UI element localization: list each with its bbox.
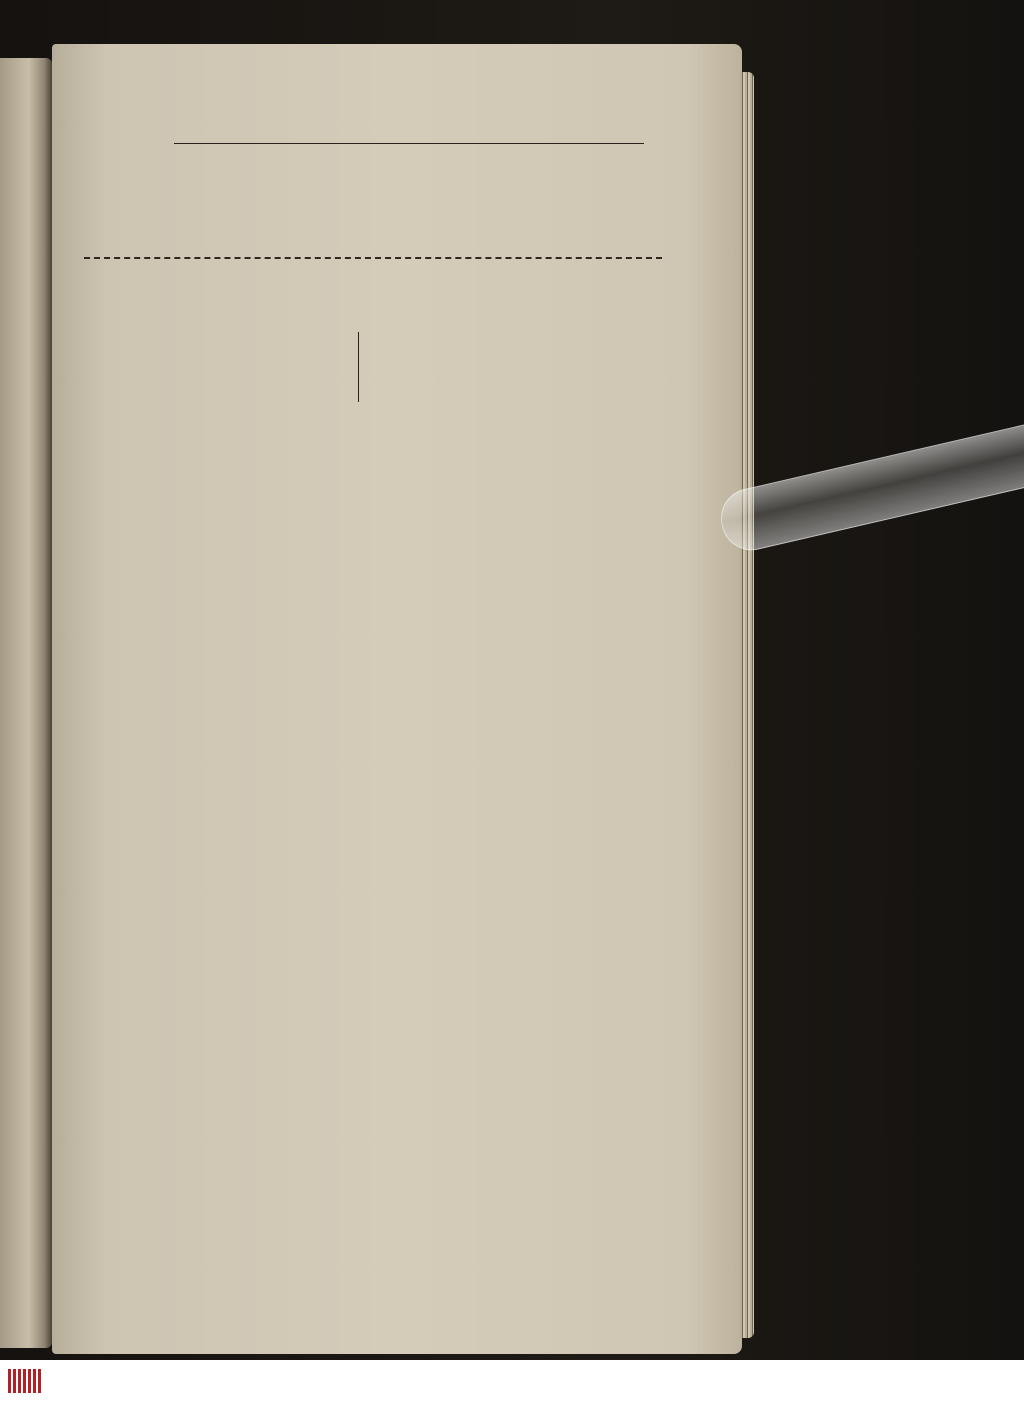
- footer-bar: [0, 1360, 1024, 1402]
- section-divider: [84, 257, 662, 259]
- left-page-edge: [0, 58, 52, 1348]
- hab-logo-icon: [8, 1369, 42, 1393]
- book-page: [52, 44, 742, 1354]
- running-head-rule: [174, 143, 644, 144]
- page-stack-edge: [740, 72, 754, 1338]
- index-divider: [358, 332, 359, 402]
